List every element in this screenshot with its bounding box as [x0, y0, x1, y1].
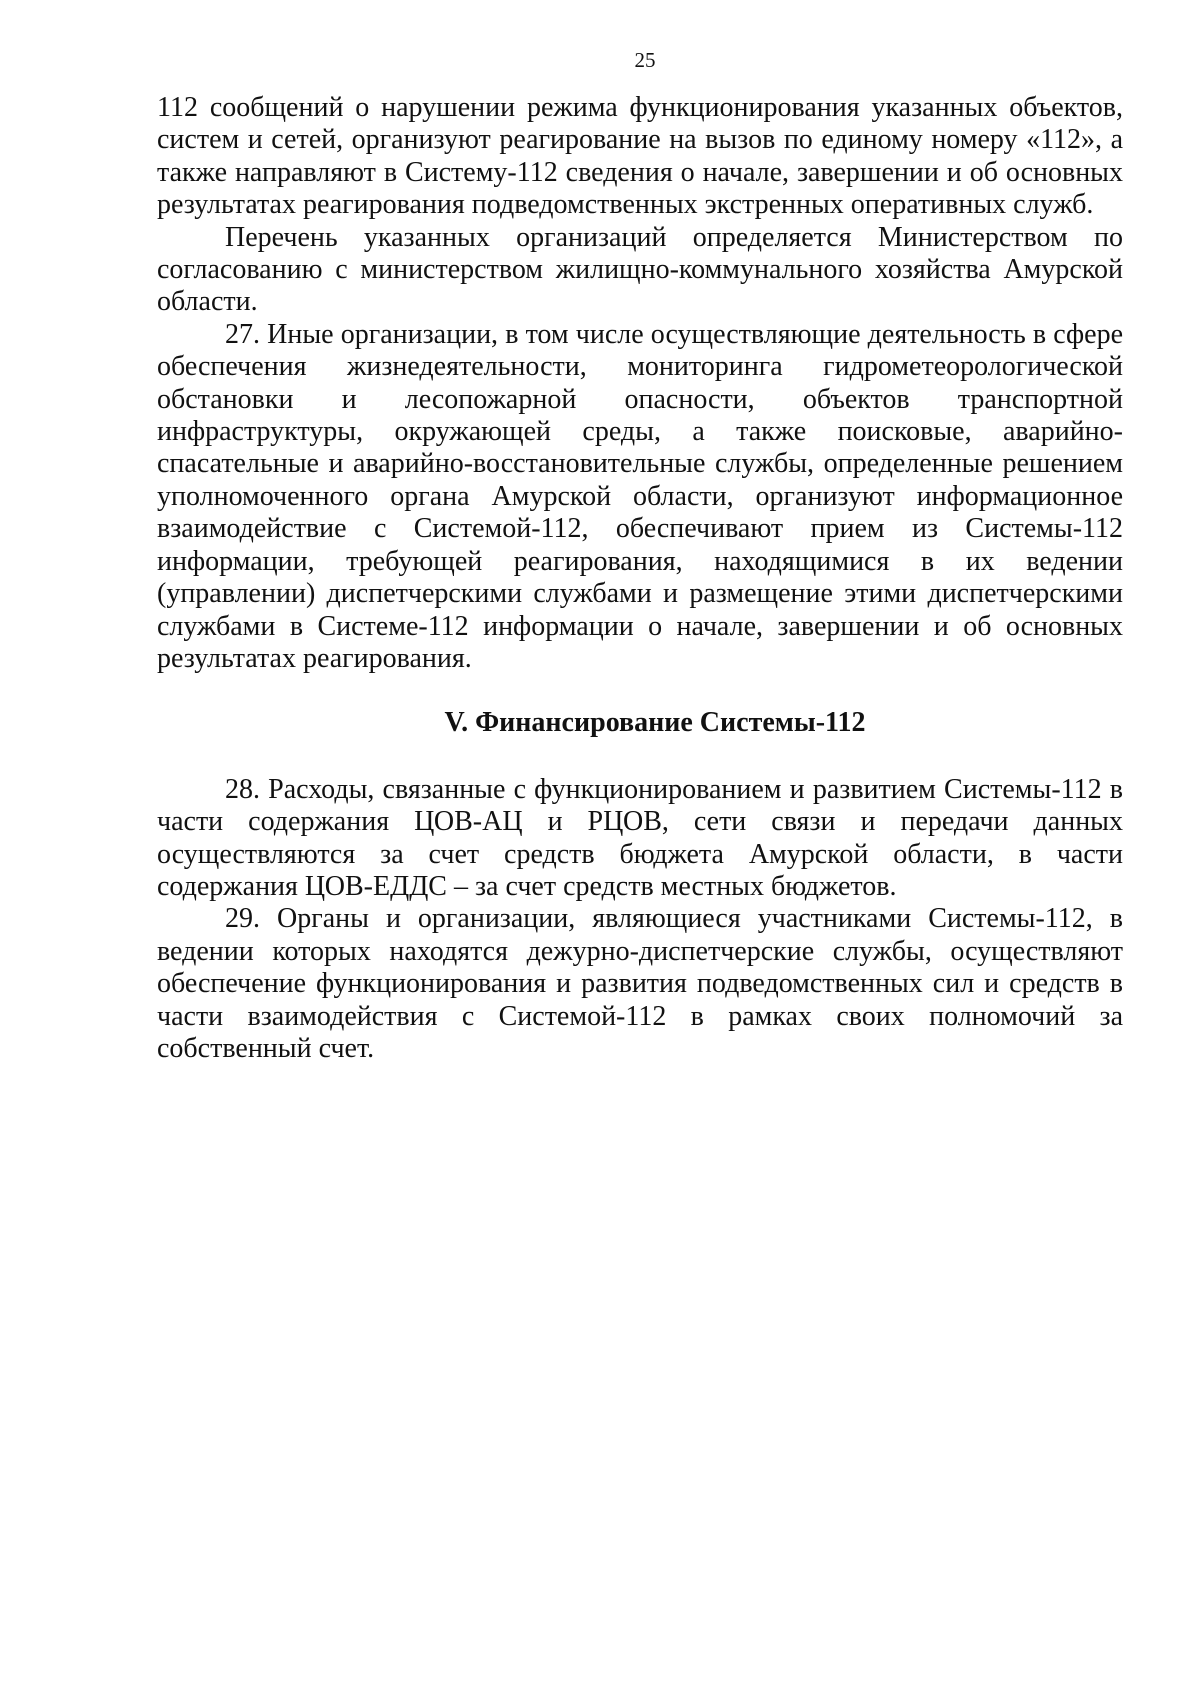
- paragraph-27: 27. Иные организации, в том числе осуществляющие деятельность в сфере обеспечения жизнедеятельности, мониторинга гидрометеорологической обстановки и лесопожарной опасности, объектов транспортной инфраструктуры, окружающей среды, а также поисковые, аварийно-спасательные и аварийно-восстановительные службы, определенные решением уполномоченного органа Амурской области, организуют информационное взаимодействие с Системой-112, обеспечивают прием из Системы-112 информации, требующей реагирования, находящимися в их ведении (управлении) диспетчерскими службами и размещение этими диспетчерскими службами в Системе-112 информации о начале, завершении и об основных результатах реагирования.: [157, 318, 1123, 674]
- document-body: [157, 92, 1123, 1065]
- section-heading-financing: V. Финансирование Системы-112: [444, 707, 866, 739]
- paragraph-continuation: 112 сообщений о нарушении режима функционирования указанных объектов, систем и сетей, организуют реагирование на вызов по единому номеру «112», а также направляют в Систему-112 сведения о начале, завершении и об основных результатах реагирования подведомственных экстренных оперативных служб.: [157, 92, 1123, 221]
- paragraph-28: 28. Расходы, связанные с функционированием и развитием Системы-112 в части содержания ЦОВ-АЦ и РЦОВ, сети связи и передачи данных осуществляются за счет средств бюджета Амурской области, в части содержания ЦОВ-ЕДДС – за счет средств местных бюджетов.: [157, 773, 1123, 902]
- paragraph-29: 29. Органы и организации, являющиеся участниками Системы-112, в ведении которых находятся дежурно-диспетчерские службы, осуществляют обеспечение функционирования и развития подведомственных сил и средств в части взаимодействия с Системой-112 в рамках своих полномочий за собственный счет.: [157, 903, 1123, 1064]
- paragraph-organizations-list: Перечень указанных организаций определяется Министерством по согласованию с министерством жилищно-коммунального хозяйства Амурской области.: [157, 221, 1123, 318]
- page-number: 25: [634, 48, 656, 72]
